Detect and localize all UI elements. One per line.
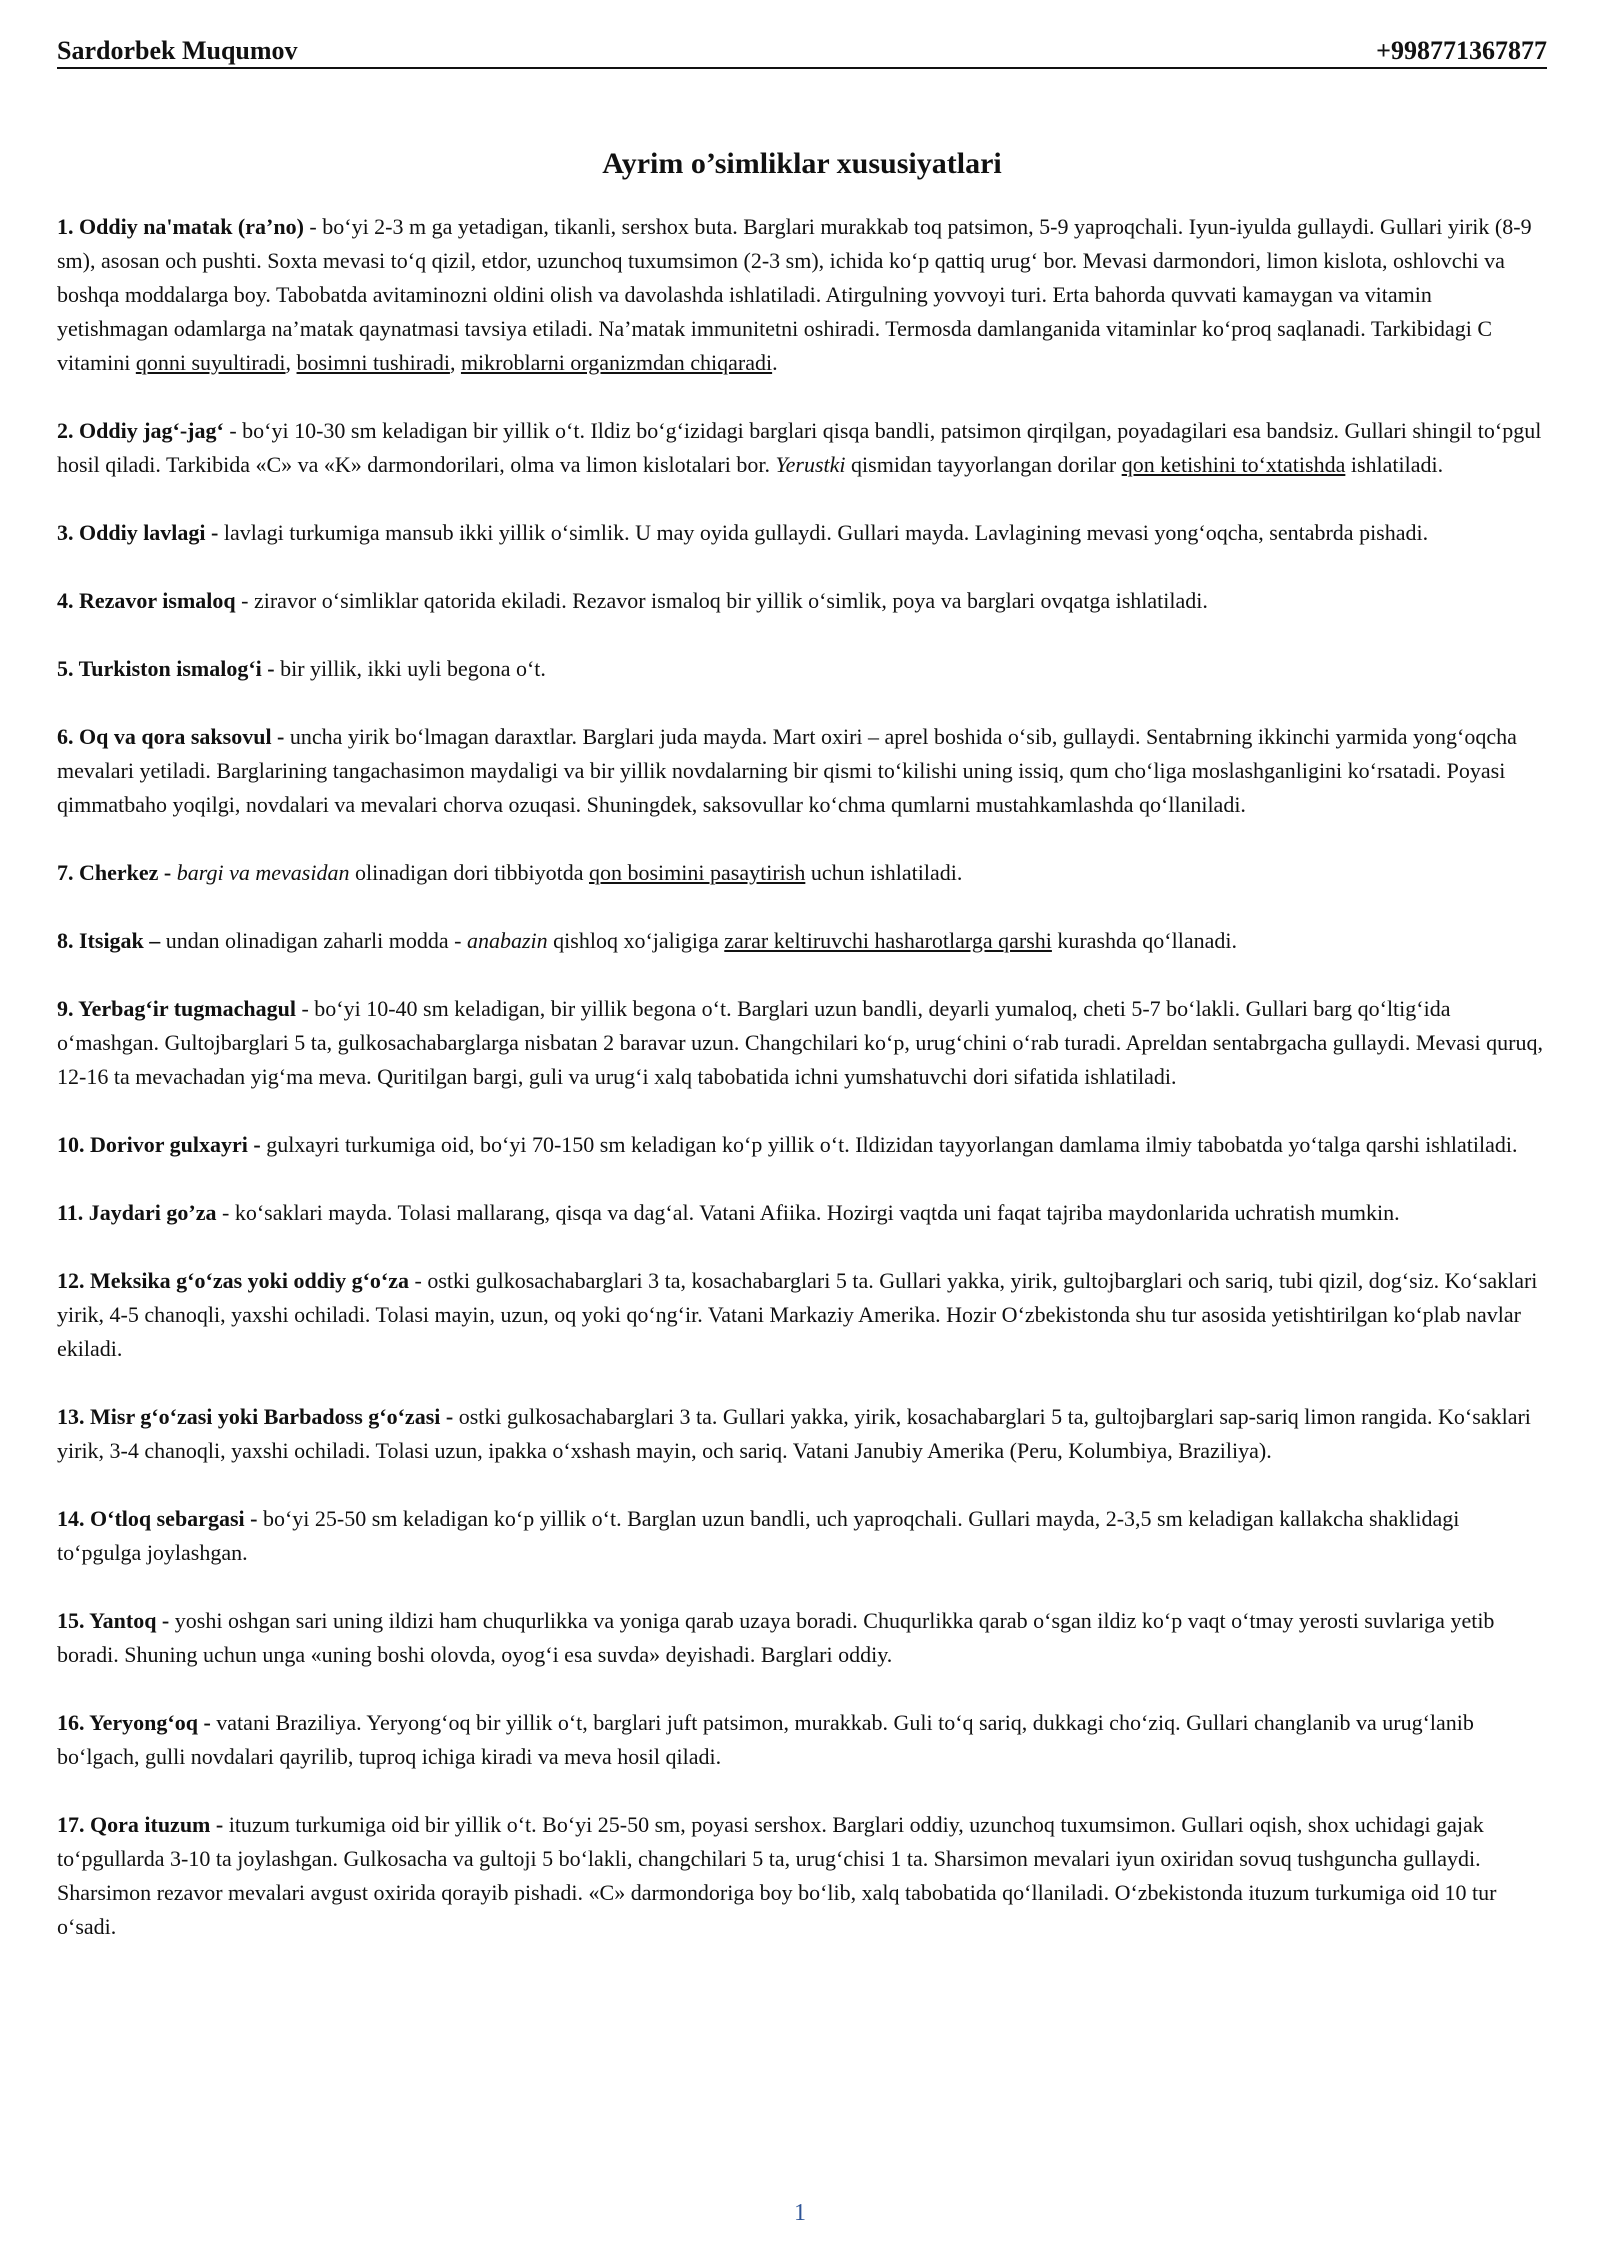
plant-entry [57, 414, 1547, 482]
plant-entry [57, 992, 1547, 1094]
plant-entry-heading: 15. Yantoq - [57, 1608, 170, 1633]
entry-text: olinadigan dori tibbiyotda [349, 860, 589, 885]
plant-entry [57, 1706, 1547, 1774]
entry-text: - bo‘yi 10-40 sm keladigan, bir yillik begona o‘t. Barglari uzun bandli, deyarli yumaloq, cheti 5-7 bo‘lakli. Gullari barg qo‘ltig‘ida o‘mashgan. Gultojbarglari 5 ta, gulkosachabarglarga nisbatan 2 baravar uzun. Changchilari ko‘p, urug‘chini o‘rab turadi. Apreldan sentabrgacha gullaydi. Mevasi quruq, 12-16 ta mevachadan yig‘ma meva. Quritilgan bargi, guli va urug‘i xalq tabobatida ichni yumshatuvchi dori sifatida ishlatiladi. [57, 996, 1543, 1089]
plant-entry-heading: 1. Oddiy na'matak (ra’no) [57, 214, 304, 239]
plant-entry-heading: 16. Yeryong‘oq - [57, 1710, 211, 1735]
plant-entry-heading: 11. Jaydari go’za [57, 1200, 217, 1225]
plant-entry-heading: 4. Rezavor ismaloq [57, 588, 236, 613]
underlined-text: qonni suyultiradi [135, 350, 286, 375]
entry-text: qishloq xo‘jaligiga [547, 928, 725, 953]
entry-text: , [449, 350, 461, 375]
underlined-text: qon bosimini pasaytirish [589, 860, 806, 885]
entry-text: lavlagi turkumiga mansub ikki yillik o‘simlik. U may oyida gullaydi. Gullari mayda. Lavlagining mevasi yong‘oqcha, sentabrda pishadi. [218, 520, 1429, 545]
entry-text: ostki gulkosachabarglari 3 ta. Gullari yakka, yirik, kosachabarglari 5 ta, gultojbarglari sap-sariq limon rangida. Ko‘saklari yirik, 3-4 chanoqli, yaxshi ochiladi. Tolasi uzun, ipakka o‘xshash mayin, och sariq. Vatani Janubiy Amerika (Peru, Kolumbiya, Braziliya). [57, 1404, 1531, 1463]
entry-text: undan olinadigan zaharli modda - [160, 928, 467, 953]
plant-entry-heading: 8. Itsigak – [57, 928, 161, 953]
plant-entry [57, 1196, 1547, 1230]
plant-entry [57, 1502, 1547, 1570]
underlined-text: bosimni tushiradi [296, 350, 450, 375]
plant-entry [57, 1128, 1547, 1162]
plant-entry [57, 1604, 1547, 1672]
author-name: Sardorbek Muqumov [57, 36, 298, 65]
plant-entry [57, 924, 1547, 958]
entry-text: - ostki gulkosachabarglari 3 ta, kosachabarglari 5 ta. Gullari yakka, yirik, gultojbarglari och sariq, tubi qizil, dog‘siz. Ko‘saklari yirik, 4-5 chanoqli, yaxshi ochiladi. Tolasi mayin, uzun, oq yoki qo‘ng‘ir. Vatani Markaziy Amerika. Hozir O‘zbekistonda shu tur asosida yetishtirilgan ko‘plab navlar ekiladi. [57, 1268, 1538, 1361]
entry-text: , [285, 350, 297, 375]
plant-entry-heading: 13. Misr g‘o‘zasi yoki Barbadoss g‘o‘zasi - [57, 1404, 454, 1429]
plant-entry-heading: 6. Oq va qora saksovul - [57, 724, 285, 749]
plant-entry-heading: 9. Yerbag‘ir tugmachagul [57, 996, 296, 1021]
entry-text: uncha yirik bo‘lmagan daraxtlar. Barglari juda mayda. Mart oxiri – aprel boshida o‘sib, gullaydi. Sentabrning ikkinchi yarmida yong‘oqcha mevalari yetiladi. Barglarining tangachasimon maydaligi va bir yillik novdalarning bir qismi to‘kilishi uning issiq, qum cho‘liga moslashganligini ko‘rsatadi. Poyasi qimmatbaho yoqilgi, novdalari va mevalari chorva ozuqasi. Shuningdek, saksovullar ko‘chma qumlarni mustahkamlashda qo‘llaniladi. [57, 724, 1517, 817]
plant-entry-heading: 5. Turkiston ismalog‘i - [57, 656, 275, 681]
entry-text: qismidan tayyorlangan dorilar [845, 452, 1122, 477]
underlined-text: zarar keltiruvchi hasharotlarga qarshi [724, 928, 1052, 953]
plant-entry [57, 584, 1547, 618]
plant-entry [57, 516, 1547, 550]
plant-entry [57, 1400, 1547, 1468]
entry-text: uchun ishlatiladi. [805, 860, 963, 885]
italic-text: anabazin [466, 928, 548, 953]
plant-entry-heading: 17. Qora ituzum - [57, 1812, 224, 1837]
entry-text: ituzum turkumiga oid bir yillik o‘t. Bo‘yi 25-50 sm, poyasi sershox. Barglari oddiy, uzunchoq tuxumsimon. Gullari oqish, shox uchidagi gajak to‘pgullarda 3-10 ta joylashgan. Gulkosacha va gultoji 5 bo‘lakli, changchilari 5 ta, urug‘chisi 1 ta. Sharsimon mevalari iyun oxiridan sovuq tushguncha gullaydi. Sharsimon rezavor mevalari avgust oxirida qorayib pishadi. «C» darmondoriga boy bo‘lib, xalq tabobatida qo‘llaniladi. O‘zbekistonda ituzum turkumiga oid 10 tur o‘sadi. [57, 1812, 1497, 1939]
entry-text: bo‘yi 25-50 sm keladigan ko‘p yillik o‘t. Barglan uzun bandli, uch yaproqchali. Gullari mayda, 2-3,5 sm keladigan kallakcha shaklidagi to‘pgulga joylashgan. [57, 1506, 1460, 1565]
phone-number: +998771367877 [1376, 36, 1547, 65]
entry-text: vatani Braziliya. Yeryong‘oq bir yillik o‘t, barglari juft patsimon, murakkab. Guli to‘q sariq, dukkagi cho‘ziq. Gullari changlanib va urug‘lanib bo‘lgach, gulli novdalari qayrilib, tuproq ichiga kiradi va meva hosil qiladi. [57, 1710, 1474, 1769]
italic-text: Yerustki [775, 452, 846, 477]
plant-entry-heading: 2. Oddiy jag‘-jag‘ [57, 418, 224, 443]
plant-entry [57, 210, 1547, 380]
entry-text: - ko‘saklari mayda. Tolasi mallarang, qisqa va dag‘al. Vatani Afiika. Hozirgi vaqtda uni faqat tajriba maydonlarida uchratish mumkin. [216, 1200, 1400, 1225]
plant-entry [57, 856, 1547, 890]
page-number: 1 [794, 2200, 806, 2226]
plant-entry-heading: 14. O‘tloq sebargasi - [57, 1506, 258, 1531]
entry-text: . [772, 350, 778, 375]
plant-entry-heading: 10. Dorivor gulxayri - [57, 1132, 261, 1157]
plant-entry [57, 652, 1547, 686]
entry-text: - ziravor o‘simliklar qatorida ekiladi. Rezavor ismaloq bir yillik o‘simlik, poya va barglari ovqatga ishlatiladi. [235, 588, 1208, 613]
page-header [57, 36, 1547, 69]
entry-text: - bo‘yi 2-3 m ga yetadigan, tikanli, sershox buta. Barglari murakkab toq patsimon, 5-9 yaproqchali. Iyun-iyulda gullaydi. Gullari yirik (8-9 sm), asosan och pushti. Soxta mevasi to‘q qizil, etdor, uzunchoq tuxumsimon (2-3 sm), ichida ko‘p qattiq urug‘ bor. Mevasi darmondori, limon kislota, oshlovchi va boshqa moddalarga boy. Tabobatda avitaminozni oldini olish va davolashda ishlatiladi. Atirgulning yovvoyi turi. Erta bahorda quvvati kamaygan va vitamin yetishmagan odamlarga na’matak qaynatmasi tavsiya etiladi. Na’matak immunitetni oshiradi. Termosda damlanganida vitaminlar ko‘proq saqlanadi. Tarkibidagi C vitamini [57, 214, 1532, 375]
document-title: Ayrim o’simliklar xususiyatlari [602, 147, 1002, 180]
plant-entry [57, 1808, 1547, 1944]
entry-text: gulxayri turkumiga oid, bo‘yi 70-150 sm keladigan ko‘p yillik o‘t. Ildizidan tayyorlangan damlama ilmiy tabobatda yo‘talga qarshi ishlatiladi. [260, 1132, 1518, 1157]
plant-entry [57, 720, 1547, 822]
plant-entry [57, 1264, 1547, 1366]
entry-text: - bo‘yi 10-30 sm keladigan bir yillik o‘t. Ildiz bo‘g‘izidagi barglari qisqa bandli, patsimon qirqilgan, poyadagilari esa bandsiz. Gullari shingil to‘pgul hosil qiladi. Tarkibida «C» va «K» darmondorilari, olma va limon kislotalari bor. [57, 418, 1542, 477]
entry-text: ishlatiladi. [1345, 452, 1444, 477]
plant-entry-heading: 7. Cherkez - [57, 860, 172, 885]
plant-entry-heading: 12. Meksika g‘o‘zas yoki oddiy g‘o‘za [57, 1268, 409, 1293]
italic-text: bargi va mevasidan [176, 860, 350, 885]
plant-entry-heading: 3. Oddiy lavlagi - [57, 520, 219, 545]
underlined-text: qon ketishini to‘xtatishda [1121, 452, 1346, 477]
entry-text: bir yillik, ikki uyli begona o‘t. [274, 656, 546, 681]
entry-text: kurashda qo‘llanadi. [1051, 928, 1237, 953]
plant-entries [57, 210, 1547, 1944]
underlined-text: mikroblarni organizmdan chiqaradi [460, 350, 773, 375]
entry-text: yoshi oshgan sari uning ildizi ham chuqurlikka va yoniga qarab uzaya boradi. Chuqurlikka qarab o‘sgan ildiz ko‘p vaqt o‘tmay yerosti suvlariga yetib boradi. Shuning uchun unga «uning boshi olovda, oyog‘i esa suvda» deyishadi. Barglari oddiy. [57, 1608, 1495, 1667]
